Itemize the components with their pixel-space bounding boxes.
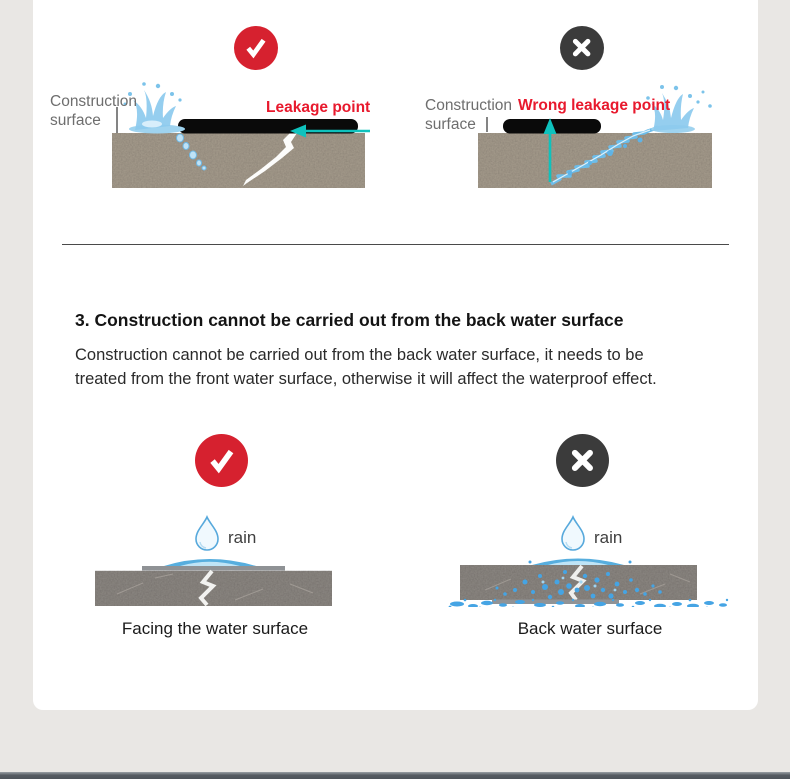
water-drop-icon [562,517,584,550]
check-icon [242,34,269,61]
caption-back-water: Back water surface [517,619,663,638]
correct-badge-bottom [195,434,248,487]
wrong-badge-bottom [556,434,609,487]
correct-leakage-diagram [100,78,390,198]
surface-label-line2: surface [425,116,476,133]
correct-badge-top [234,26,278,70]
rain-label-wrong: rain [594,528,623,547]
facing-water-diagram [85,512,345,607]
surface-label-correct [50,92,137,130]
caption-facing-water: Facing the water surface [121,619,309,638]
surface-label-line1: Construction [50,93,138,110]
page-bottom-bar [0,772,790,779]
section-divider [62,244,729,245]
surface-label-line1: Construction [425,97,513,114]
cross-icon [568,34,595,61]
wrong-annotation-row [425,96,670,115]
leakage-point-annotation: Leakage point [266,99,371,116]
section-heading: 3. Construction cannot be carried out from the back water surface [75,310,624,330]
surface-label-line2: surface [50,112,101,129]
check-icon [205,444,238,477]
wrong-badge-top [560,26,604,70]
water-drop-icon [196,517,218,550]
body-line-2: treated from the front water surface, otherwise it will affect the waterproof effect. [75,369,657,388]
section-body [75,344,657,391]
concrete-block [112,133,365,188]
rain-label-correct: rain [228,528,257,547]
sealant-layer [142,566,285,571]
back-water-diagram [445,512,735,607]
cross-icon [566,444,599,477]
body-line-1: Construction cannot be carried out from the back water surface, it needs to be [75,346,644,364]
wrong-leakage-annotation: Wrong leakage point [518,97,671,114]
